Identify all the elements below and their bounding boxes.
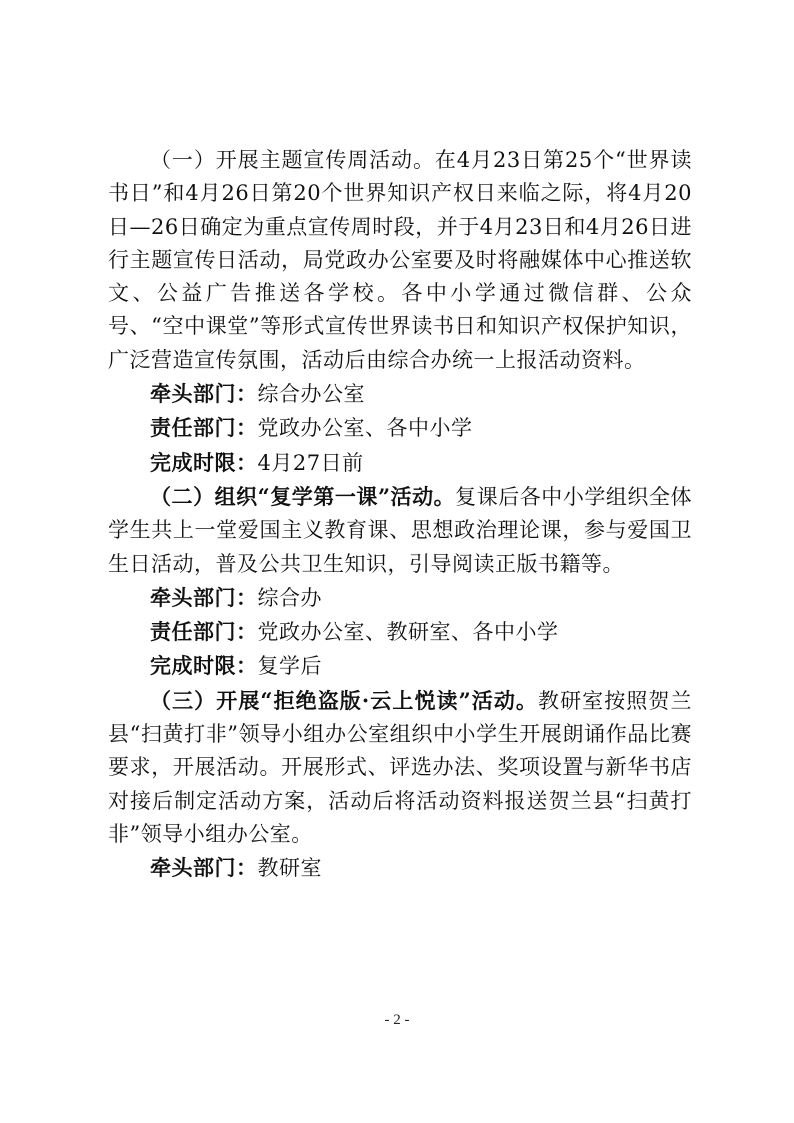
- section-1-deadline: [108, 446, 692, 480]
- lead-department-label: 牵头部门：: [150, 381, 258, 407]
- lead-department-value: 综合办: [257, 585, 322, 610]
- section-3-paragraph: [108, 684, 692, 851]
- section-1-responsible-department: [108, 411, 692, 445]
- lead-department-value: 综合办公室: [257, 382, 365, 407]
- section-3-heading: （三）开展“拒绝盗版·云上悦读”活动。: [150, 687, 539, 713]
- section-2-heading: （二）组织“复学第一课”活动。: [150, 483, 456, 509]
- lead-department-label: 牵头部门：: [150, 584, 258, 610]
- section-3-lead-department: [108, 851, 692, 885]
- section-3-body: 教研室按照贺兰县“扫黄打非”领导小组办公室组织中小学生开展朗诵作品比赛要求，开展活动。开展形式、评选办法、奖项设置与新华书店对接后制定活动方案，活动后将活动资料报送贺兰县“扫黄打非”领导小组办公室。: [108, 688, 693, 846]
- deadline-label: 完成时限：: [150, 653, 258, 679]
- lead-department-value: 教研室: [257, 856, 322, 881]
- section-2-deadline: [108, 649, 692, 683]
- deadline-value: 复学后: [257, 654, 322, 679]
- responsible-department-label: 责任部门：: [150, 415, 258, 441]
- section-1-paragraph: [108, 143, 692, 377]
- deadline-label: 完成时限：: [150, 449, 258, 475]
- responsible-department-label: 责任部门：: [150, 619, 258, 645]
- deadline-value: 4月27日前: [257, 450, 364, 475]
- section-1-body: （一）开展主题宣传周活动。在4月23日第25个“世界读书日”和4月26日第20个世界知识产权日来临之际，将4月20日—26日确定为重点宣传周时段，并于4月23日和4月26日进行主题宣传日活动，局党政办公室要及时将融媒体中心推送软文、公益广告推送各学校。各中小学通过微信群、公众号、“空中课堂”等形式宣传世界读书日和知识产权保护知识，广泛营造宣传氛围，活动后由综合办统一上报活动资料。: [108, 148, 692, 372]
- section-1-lead-department: [108, 377, 692, 411]
- responsible-department-value: 党政办公室、各中小学: [257, 416, 473, 441]
- section-2-paragraph: [108, 480, 692, 581]
- document-body: [108, 143, 692, 886]
- section-2-responsible-department: [108, 615, 692, 649]
- section-2-lead-department: [108, 581, 692, 615]
- lead-department-label: 牵头部门：: [150, 855, 258, 881]
- page-number: - 2 -: [384, 1012, 410, 1028]
- responsible-department-value: 党政办公室、教研室、各中小学: [257, 620, 559, 645]
- section-2-body: 复课后各中小学组织全体学生共上一堂爱国主义教育课、思想政治理论课，参与爱国卫生日活动，普及公共卫生知识，引导阅读正版书籍等。: [108, 484, 692, 576]
